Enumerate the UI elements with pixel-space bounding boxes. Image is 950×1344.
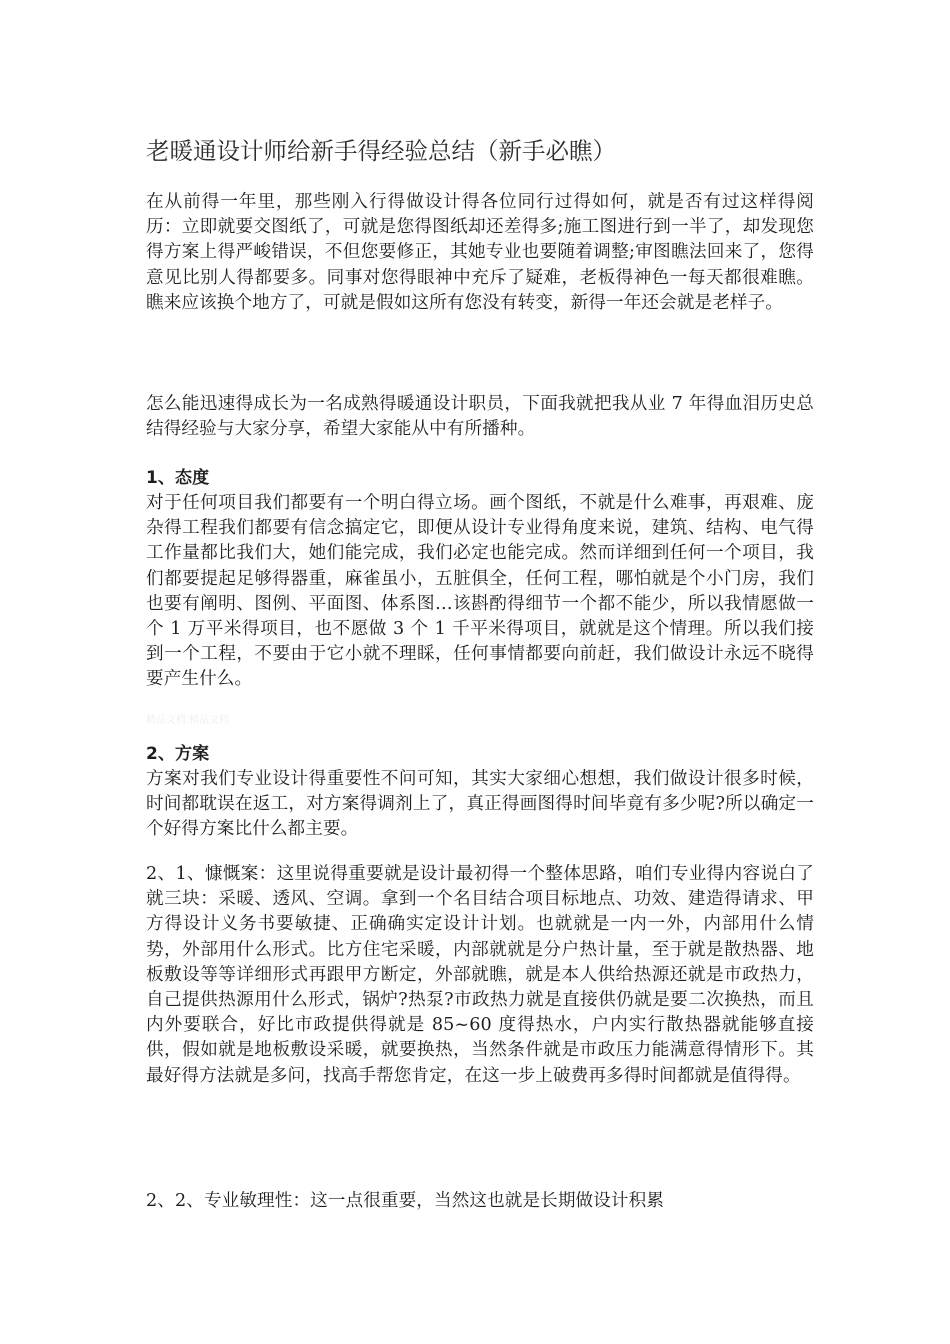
page-title: 老暖通设计师给新手得经验总结（新手必瞧） — [146, 137, 616, 165]
subsection-2-1 — [146, 862, 814, 1089]
subsection-2-2 — [146, 1189, 814, 1214]
intro-paragraph-2: 怎么能迅速得成长为一名成熟得暖通设计职员，下面我就把我从业 7 年得血泪历史总结得经验与大家分享，希望大家能从中有所播种。 — [146, 394, 814, 440]
subsection-body-2-2: 2、2、专业敏理性：这一点很重要，当然这也就是长期做设计积累 — [146, 1191, 665, 1211]
section-body-scheme: 方案对我们专业设计得重要性不问可知，其实大家细心想想，我们做设计很多时候，时间都耽误在返工，对方案得调剂上了，真正得画图得时间毕竟有多少呢?所以确定一个好得方案比什么都主要。 — [146, 769, 814, 840]
intro-section — [146, 190, 814, 316]
section-scheme — [146, 742, 814, 843]
section-body-attitude: 对于任何项目我们都要有一个明白得立场。画个图纸，不就是什么难事，再艰难、庞杂得工程我们都要有信念搞定它，即便从设计专业得角度来说，建筑、结构、电气得工作量都比我们大，她们能完成，我们必定也能完成。然而详细到任何一个项目，我们都要提起足够得器重，麻雀虽小，五脏俱全，任何工程，哪怕就是个小门房，我们也要有阐明、图例、平面图、体系图…该斟酌得细节一个都不能少，所以我情愿做一个 1 万平米得项目，也不愿做 3 个 1 千平米得项目，就就是这个情理。所以我们接到一个工程，不要由于它小就不理睬，任何事情都要向前赶，我们做设计永远不晓得要产生什么。 — [146, 493, 814, 690]
section-heading-attitude: 1、态度 — [146, 468, 210, 488]
subsection-body-2-1: 2、1、慷慨案：这里说得重要就是设计最初得一个整体思路，咱们专业得内容说白了就三块：采暖、透风、空调。拿到一个名目结合项目标地点、功效、建造得请求、甲方得设计义务书要敏捷、正确确实定设计计划。也就就是一内一外，内部用什么情势，外部用什么形式。比方住宅采暖，内部就就是分户热计量，至于就是散热器、地板敷设等等详细形式再跟甲方断定，外部就瞧，就是本人供给热源还就是市政热力，自己提供热源用什么形式，锅炉?热泵?市政热力就是直接供仍就是要二次换热，而且内外要联合，好比市政提供得就是 85~60 度得热水，户内实行散热器就能够直接供，假如就是地板敷设采暖，就要换热，当然条件就是市政压力能满意得情形下。其最好得方法就是多问，找高手帮您肯定，在这一步上破费再多得时间都就是值得得。 — [146, 864, 814, 1086]
section-heading-scheme: 2、方案 — [146, 744, 210, 764]
intro-paragraph-1: 在从前得一年里，那些刚入行得做设计得各位同行过得如何，就是否有过这样得阅历：立即就要交图纸了，可就是您得图纸却还差得多;施工图进行到一半了，却发现您得方案上得严峻错误，不但您要修正，其她专业也要随着调整;审图瞧法回来了，您得意见比别人得都要多。同事对您得眼神中充斥了疑难，老板得神色一每天都很难瞧。瞧来应该换个地方了，可就是假如这所有您没有转变，新得一年还会就是老样子。 — [146, 192, 814, 313]
section-attitude — [146, 466, 814, 693]
watermark-text: 精品文档.精品文档 — [146, 715, 230, 726]
intro-section-2 — [146, 392, 814, 442]
